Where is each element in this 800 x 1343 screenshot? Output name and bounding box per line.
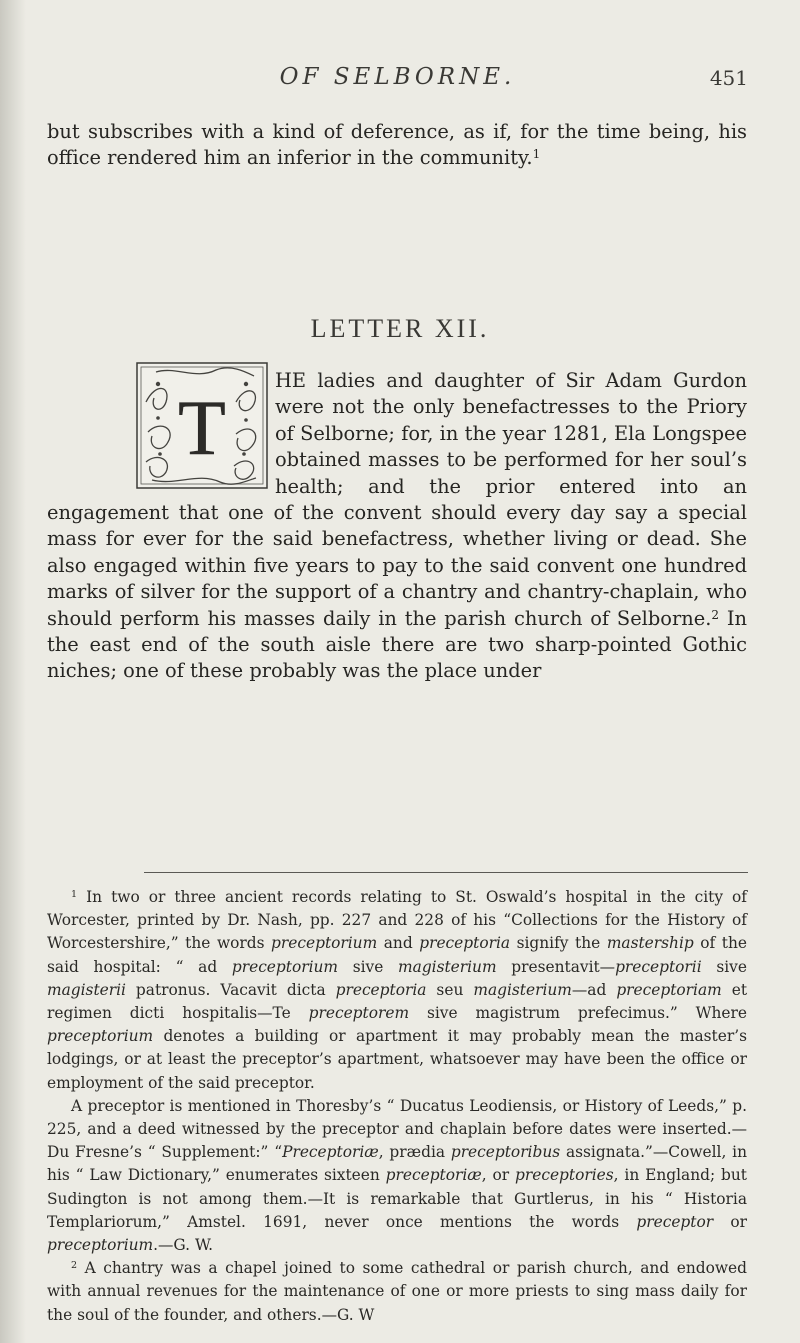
opening-paragraph <box>47 119 747 172</box>
ornamental-initial <box>136 362 268 489</box>
letter-body-text-2: In the east end of the south aisle there are two sharp-pointed Gothic niches; one of these probably was the place under <box>47 606 747 683</box>
text-run: , or <box>481 1166 516 1185</box>
italic-term: Preceptoriæ <box>282 1143 379 1162</box>
letter-body-text-1: HE ladies and daughter of Sir Adam Gurdon were not the only benefactresses to the Priory of Selborne; for, in the year 1281, Ela Longspee obtained masses to be performed for her soul’s health; and the prior entered into an engagement that one of the convent should every day say a special mass for ever for the said benefactress, whether living or dead. She also engaged within five years to pay to the said convent one hundred marks of silver for the support of a chantry and chantry-chaplain, who should perform his masses daily in the parish church of Selborne. <box>47 369 747 630</box>
text-run: sive <box>338 957 399 976</box>
ornamental-initial-image <box>136 362 268 489</box>
italic-term: preceptoriæ <box>385 1166 482 1185</box>
text-run: or <box>713 1212 747 1231</box>
text-run: A preceptor is mentioned in Thoresby’s “ Ducatus Leodiensis, or History of Leeds,” p. 225, and a deed witnessed by the preceptor and chaplain before dates were inserted.—Du Fresne’s “ Supplement:” “ <box>47 1096 747 1162</box>
italic-term: magisterium <box>473 980 572 999</box>
text-run: et regimen dicti hospitalis—Te <box>47 980 748 1023</box>
footnote-1-continuation-text <box>47 1097 747 1254</box>
footnote-1-paragraph <box>47 886 747 1095</box>
text-run: of the said hospital: “ ad <box>47 934 747 976</box>
text-run: patronus. Vacavit dicta <box>125 980 336 999</box>
running-head <box>47 64 748 104</box>
drop-cap-letter: T <box>178 384 226 471</box>
text-run: —ad <box>571 980 617 999</box>
italic-term: preceptorium <box>47 1236 154 1255</box>
footnote-2 <box>47 1257 747 1327</box>
text-run: , prædia <box>378 1143 451 1162</box>
italic-term: preceptoriam <box>616 980 722 999</box>
text-run: , in England; but Sudington is not among them.—It is remarkable that Gurtlerus, in his “ Historia Templariorum,” Amstel. 1691, never once mentions the words <box>47 1166 747 1231</box>
footnote-ref-2: 2 <box>711 607 720 622</box>
italic-term: preceptorem <box>308 1004 410 1023</box>
italic-term: preceptoria <box>419 934 511 953</box>
text-run: A chantry was a chapel joined to some cathedral or parish church, and endowed with annual revenues for the maintenance of one or more priests to sing mass daily for the soul of the founder, and others.—G. W <box>47 1259 747 1324</box>
text-run: seu <box>426 980 474 999</box>
footnote-rule <box>144 872 748 873</box>
italic-term: preceptoribus <box>450 1143 561 1162</box>
footnote-1-text <box>47 888 747 1092</box>
italic-term: magisterium <box>398 957 497 976</box>
text-run: signify the <box>510 934 607 953</box>
running-head-title: OF SELBORNE. <box>279 64 516 90</box>
gutter-shadow <box>0 0 26 1343</box>
italic-term: preceptoria <box>335 980 427 999</box>
text-run: and <box>377 934 420 953</box>
italic-term: preceptories <box>515 1166 614 1185</box>
text-run: sive <box>701 957 747 976</box>
text-run: .—G. W. <box>153 1236 213 1255</box>
footnote-2-paragraph <box>47 1257 747 1327</box>
page-number: 451 <box>709 66 748 90</box>
italic-term: preceptorium <box>47 1027 154 1046</box>
footnote-2-marker: 2 <box>71 1260 78 1272</box>
text-run: assignata.”—Cowell, in his “ Law Dictionary,” enumerates sixteen <box>47 1143 747 1185</box>
letter-heading: LETTER XII. <box>310 314 490 343</box>
opening-paragraph-text: but subscribes with a kind of deference, as if, for the time being, his office rendered him an inferior in the community. <box>47 120 747 170</box>
footnote-1 <box>47 886 747 1257</box>
footnote-ref-1: 1 <box>532 147 541 162</box>
text-run: presentavit— <box>496 957 616 976</box>
footnote-1-continuation <box>47 1095 747 1257</box>
text-run: sive magistrum prefecimus.” Where <box>409 1004 747 1023</box>
footnote-1-marker: 1 <box>71 889 78 901</box>
text-run: In two or three ancient records relating to St. Oswald’s hospital in the city of Worcester, printed by Dr. Nash, pp. 227 and 228 of his “Collections for the History of Worcestershire,” the words <box>47 888 747 953</box>
footnotes <box>47 886 747 1327</box>
italic-term: mastership <box>606 934 694 953</box>
italic-term: preceptor <box>636 1212 714 1231</box>
italic-term: preceptorium <box>271 934 378 953</box>
text-run: denotes a building or apartment it may probably mean the master’s lodgings, or at least the preceptor’s apartment, whatsoever may have been the office or employment of the said preceptor. <box>47 1027 747 1092</box>
italic-term: preceptorii <box>615 957 702 976</box>
italic-term: preceptorium <box>231 957 339 976</box>
italic-term: magisterii <box>47 980 126 999</box>
footnote-2-text <box>47 1259 747 1323</box>
